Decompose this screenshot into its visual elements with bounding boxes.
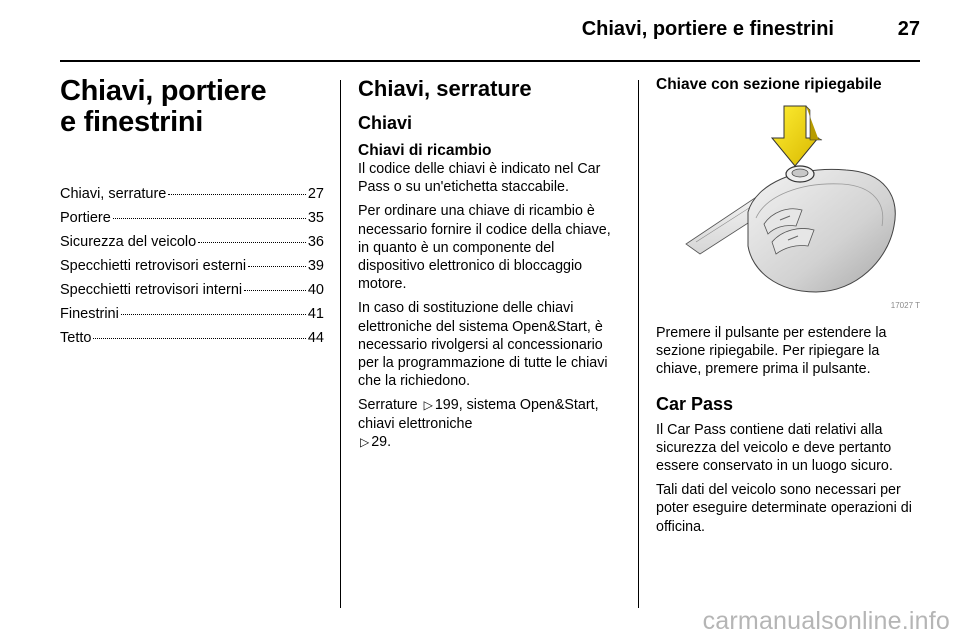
- toc-item-label: Tetto: [60, 330, 92, 346]
- toc-item[interactable]: [60, 230, 324, 254]
- car-pass-title: Car Pass: [656, 393, 734, 414]
- toc-leader: [198, 242, 306, 243]
- keys-column: [358, 76, 624, 457]
- toc-item-label: Portiere: [60, 210, 111, 226]
- subsection-title: Chiavi: [358, 113, 413, 133]
- header-rule: [60, 60, 920, 62]
- reference-page-link[interactable]: 29.: [371, 433, 392, 450]
- reference-arrow-icon: ▷: [423, 398, 433, 413]
- figure-code: 17027 T: [890, 301, 920, 310]
- watermark: carmanualsonline.info: [702, 607, 950, 635]
- chapter-column: [60, 76, 324, 350]
- section-title: Chiavi, serrature: [358, 76, 532, 101]
- chapter-title: [60, 76, 324, 138]
- reference-text: , sistema Open&Start, chiavi elettroniche: [358, 397, 599, 432]
- page-number: 27: [897, 18, 920, 40]
- toc-item-page: 39: [307, 258, 324, 274]
- toc-item-label: Chiavi, serrature: [60, 186, 167, 202]
- column-divider-left: [340, 80, 341, 608]
- page-header: [0, 0, 960, 62]
- reference-page-link[interactable]: 199: [434, 397, 459, 414]
- toc-item-page: 27: [307, 186, 324, 202]
- toc-item[interactable]: [60, 254, 324, 278]
- paragraph: Per ordinare una chiave di ricambio è necessario fornire il codice della chiave, in quanto è un componente del dispositivo elettronico di bloccaggio motore.: [358, 203, 611, 293]
- toc-item-label: Finestrini: [60, 306, 119, 322]
- column-divider-right: [638, 80, 639, 608]
- fold-key-title: Chiave con sezione ripiegabile: [656, 76, 882, 93]
- toc-item-page: 40: [307, 282, 324, 298]
- fold-key-column: [656, 76, 920, 542]
- paragraph: In caso di sostituzione delle chiavi elettroniche del sistema Open&Start, è necessario rivolgersi al concessionario per la programmazione di tutte le chiavi che la richiedono.: [358, 300, 608, 390]
- reference-text: Serrature: [358, 397, 418, 414]
- toc-item-page: 36: [307, 234, 324, 250]
- toc-item[interactable]: [60, 326, 324, 350]
- paragraph: Il Car Pass contiene dati relativi alla sicurezza del veicolo e deve pertanto essere conservato in un luogo sicuro.: [656, 421, 893, 475]
- toc-leader: [113, 218, 306, 219]
- toc-item-page: 35: [307, 210, 324, 226]
- fold-key-illustration-icon: [656, 100, 920, 310]
- paragraph: Premere il pulsante per estendere la sezione ripiegabile. Per ripiegare la chiave, premere prima il pulsante.: [656, 325, 887, 378]
- toc-item[interactable]: [60, 278, 324, 302]
- toc-leader: [93, 338, 305, 339]
- toc-leader: [168, 194, 305, 195]
- toc-item-page: 44: [307, 330, 324, 346]
- toc-leader: [244, 290, 306, 291]
- toc-leader: [248, 266, 306, 267]
- toc-leader: [121, 314, 306, 315]
- toc-item-page: 41: [307, 306, 324, 322]
- toc-item-label: Sicurezza del veicolo: [60, 234, 197, 250]
- spare-keys-title: Chiavi di ricambio: [358, 142, 492, 159]
- toc-item[interactable]: [60, 182, 324, 206]
- cross-reference: [358, 396, 624, 451]
- chapter-title-line1: Chiavi, portiere: [60, 75, 267, 107]
- header-title: Chiavi, portiere e finestrini: [581, 18, 834, 40]
- toc-item[interactable]: [60, 302, 324, 326]
- fold-key-figure: [656, 100, 920, 310]
- paragraph: Tali dati del veicolo sono necessari per poter eseguire determinate operazioni di officina.: [656, 482, 912, 535]
- paragraph: Il codice delle chiavi è indicato nel Car Pass o su un'etichetta staccabile.: [358, 161, 601, 196]
- table-of-contents: [60, 182, 324, 350]
- reference-arrow-icon: ▷: [360, 434, 370, 449]
- toc-item[interactable]: [60, 206, 324, 230]
- chapter-title-line2: e finestrini: [60, 106, 204, 138]
- toc-item-label: Specchietti retrovisori esterni: [60, 258, 247, 274]
- toc-item-label: Specchietti retrovisori interni: [60, 282, 243, 298]
